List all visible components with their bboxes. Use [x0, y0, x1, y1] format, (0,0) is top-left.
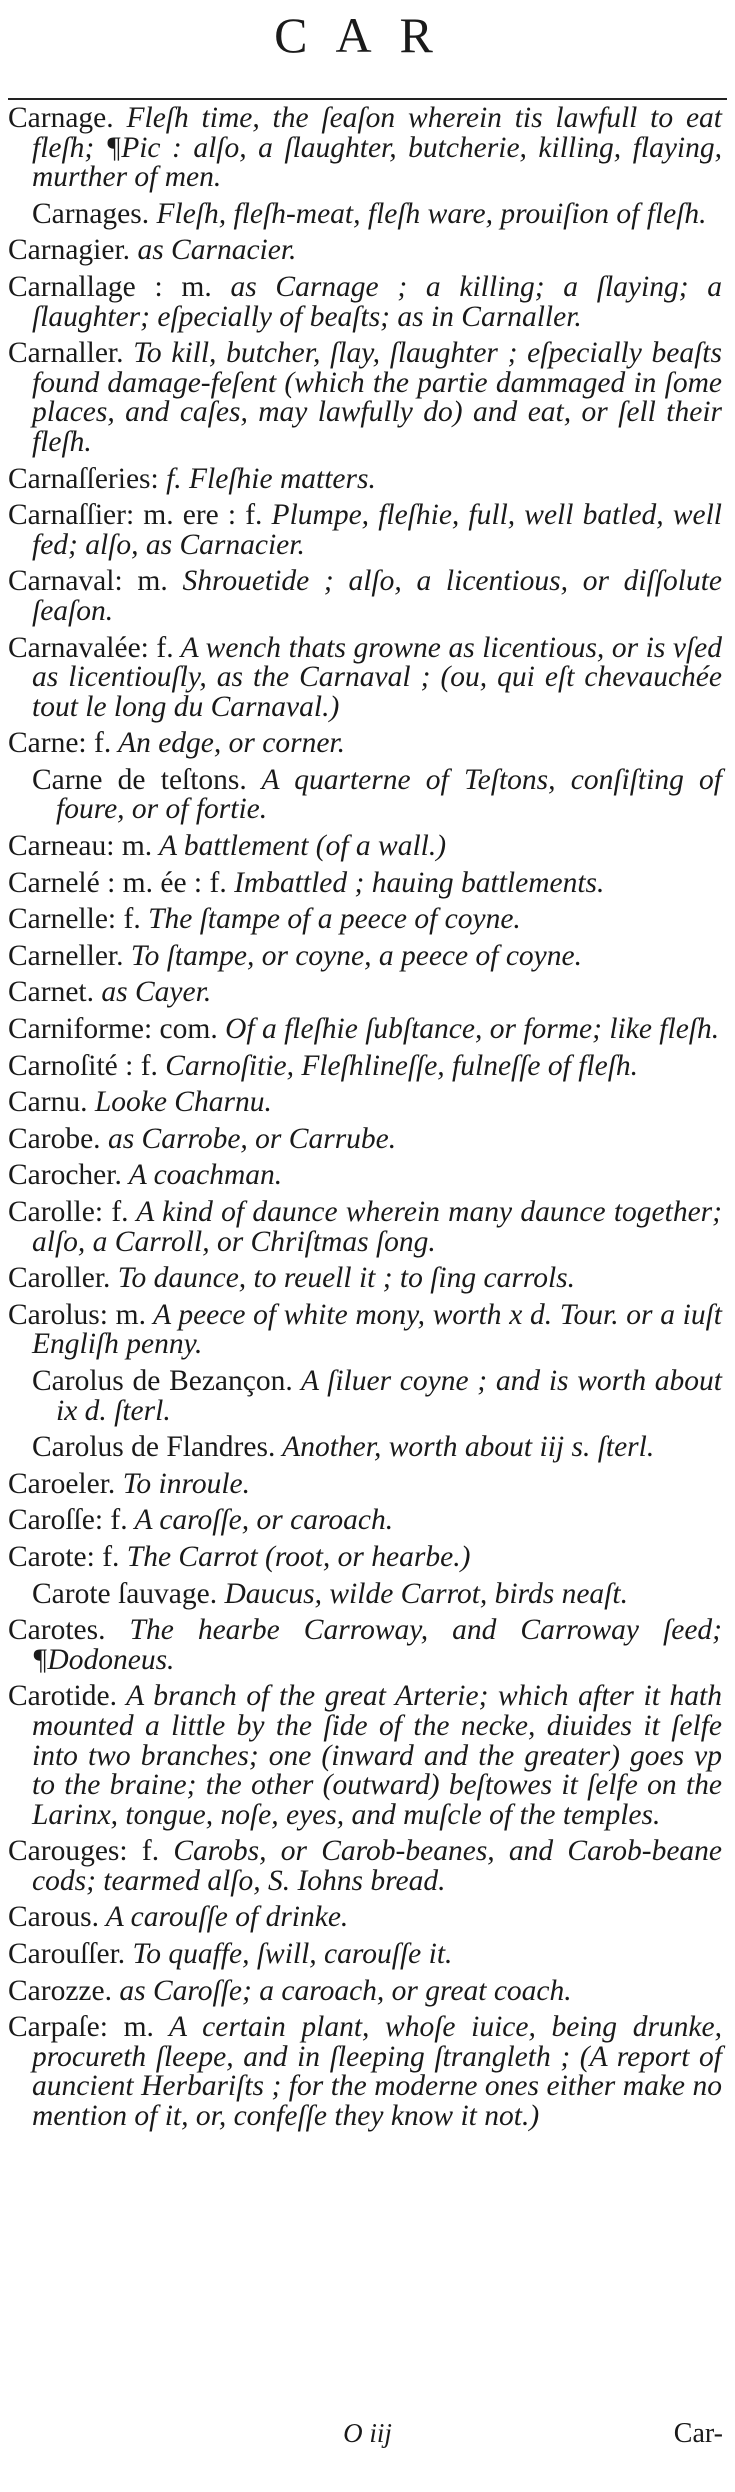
header-rule: [8, 98, 727, 100]
entry-headword: Carous.: [8, 1901, 99, 1934]
dictionary-entry: [8, 631, 722, 723]
entry-definition: To ſtampe, or coyne, a peece of coyne.: [123, 939, 582, 972]
entry-definition: Of a fleſhie ſubſtance, or forme; like fleſh.: [217, 1013, 720, 1046]
dictionary-entry: [8, 1088, 722, 1118]
entry-headword: Carolus: m.: [8, 1298, 146, 1331]
entry-definition: A kind of daunce wherein many daunce together; alſo, a Carroll, or Chriſtmas ſong.: [32, 1196, 722, 1258]
dictionary-entry: [8, 1049, 722, 1082]
entry-headword: Carnelle: f.: [8, 903, 141, 936]
dictionary-entry: [8, 1364, 722, 1427]
entry-headword: Carolus de Bezançon.: [32, 1364, 293, 1397]
entry-headword: Caroller.: [8, 1262, 111, 1295]
entry-definition: The Carrot (root, or hearbe.): [119, 1540, 471, 1573]
entry-definition: A quarterne of Teſtons, conſiſting of foure, or of fortie.: [56, 763, 722, 826]
entry-headword: Carotes.: [8, 1614, 106, 1647]
entry-headword: Carolle: f.: [8, 1196, 129, 1228]
entry-definition: To inroule.: [115, 1467, 251, 1500]
dictionary-entry: [8, 1015, 722, 1045]
dictionary-entry: [8, 567, 722, 626]
dictionary-entry: [8, 236, 722, 266]
entry-headword: Carneau: m.: [8, 830, 153, 863]
entry-headword: Carpaſe: m.: [8, 2011, 154, 2044]
dictionary-entry: [8, 1298, 722, 1361]
entry-definition: The ſtampe of a peece of coyne.: [140, 903, 521, 936]
entry-definition: A battlement (of a wall.): [152, 830, 447, 863]
entry-definition: A certain plant, whoſe iuice, being drunke, procureth ſleepe, and in ſleeping ſtrangleth ; (A report of auncient Herbariſts ; for the moderne ones either make no mention of it, or, confeſſe they know it not.): [32, 2011, 722, 2133]
dictionary-entry: [8, 939, 722, 972]
dictionary-entry: [8, 339, 722, 457]
entry-headword: Carne de teſtons.: [32, 763, 247, 796]
dictionary-entry: [8, 1682, 722, 1830]
entry-headword: Carnaſſeries:: [8, 462, 159, 495]
entry-definition: To quaffe, ſwill, carouſſe it.: [125, 1938, 453, 1971]
entry-definition: A carouſſe of drinke.: [98, 1901, 349, 1934]
entry-list: [8, 104, 722, 2139]
dictionary-entry: [8, 2013, 722, 2131]
entry-definition: To daunce, to reuell it ; to ſing carrols.: [110, 1262, 576, 1295]
dictionary-entry: [8, 1198, 722, 1257]
entry-headword: Carnoſité : f.: [8, 1049, 158, 1082]
dictionary-entry: [8, 1577, 722, 1610]
entry-headword: Caroeler.: [8, 1467, 116, 1500]
entry-headword: Carnaſſier: m. ere : f.: [8, 499, 263, 532]
dictionary-entry: [8, 905, 722, 935]
entry-definition: as Carrobe, or Carrube.: [100, 1122, 397, 1155]
dictionary-entry: [8, 978, 722, 1008]
entry-headword: Carote: f.: [8, 1540, 120, 1573]
entry-headword: Carolus de Flandres.: [32, 1431, 276, 1464]
entry-headword: Carnet.: [8, 976, 95, 1009]
dictionary-entry: [8, 866, 722, 899]
catchword: Car-: [673, 2418, 723, 2449]
entry-definition: An edge, or corner.: [111, 727, 346, 760]
entry-definition: A coachman.: [121, 1159, 283, 1192]
entry-definition: Carnoſitie, Fleſhlineſſe, fulneſſe of fleſh.: [157, 1049, 639, 1082]
entry-headword: Carouſſer.: [8, 1938, 126, 1971]
entry-definition: Looke Charnu.: [87, 1086, 272, 1119]
dictionary-entry: [8, 501, 722, 560]
entry-definition: A caroſſe, or caroach.: [127, 1504, 394, 1537]
entry-headword: Carozze.: [8, 1974, 112, 2007]
entry-headword: Caroſſe: f.: [8, 1504, 128, 1537]
dictionary-entry: [8, 462, 722, 495]
entry-headword: Carnaller.: [8, 337, 124, 370]
entry-headword: Carnaval: m.: [8, 565, 168, 598]
entry-definition: as Carnacier.: [130, 234, 297, 267]
dictionary-entry: [8, 1940, 722, 1970]
entry-headword: Carniforme: com.: [8, 1013, 218, 1046]
entry-definition: Imbattled ; hauing battlements.: [226, 866, 605, 899]
dictionary-entry: [8, 1837, 722, 1896]
entry-definition: A wench thats growne as licentious, or is vſed as licentiouſly, as the Carnaval ; (ou, qui eſt chevauchée tout le long du Carnaval.): [32, 631, 722, 723]
entry-definition: as Cayer.: [94, 976, 212, 1009]
dictionary-entry: [8, 1540, 722, 1573]
entry-definition: as Caroſſe; a caroach, or great coach.: [112, 1974, 572, 2007]
dictionary-entry: [8, 1122, 722, 1155]
entry-headword: Carnagier.: [8, 234, 131, 267]
dictionary-entry: [8, 1161, 722, 1191]
dictionary-entry: [8, 270, 722, 333]
entry-headword: Carnage.: [8, 102, 114, 134]
entry-headword: Carnages.: [32, 197, 150, 230]
entry-definition: Shrouetide ; alſo, a licentious, or diſſolute ſeaſon.: [32, 565, 723, 627]
entry-definition: as Carnage ; a killing; a ſlaying; a ſlaughter; eſpecially of beaſts; as in Carnaller.: [32, 270, 722, 333]
entry-definition: Another, worth about iij s. ſterl.: [275, 1431, 655, 1464]
page-header: CAR: [274, 7, 461, 63]
entry-definition: A branch of the great Arterie; which after it hath mounted a little by the ſide of the necke, diuides it ſelfe into two branches; one (inward and the greater) goes vp to the braine; the other (outward) beſtowes it ſelfe on the Larinx, tongue, noſe, eyes, and muſcle of the temples.: [32, 1680, 722, 1831]
entry-definition: f. Fleſhie matters.: [158, 462, 376, 495]
entry-headword: Carnelé : m. ée : f.: [8, 866, 227, 899]
entry-definition: To kill, butcher, ſlay, ſlaughter ; eſpecially beaſts found damage-feſent (which the partie dammaged in ſome places, and caſes, may lawfully do) and eat, or ſell their fleſh.: [32, 337, 722, 458]
entry-headword: Carnu.: [8, 1086, 88, 1119]
entry-definition: Plumpe, fleſhie, full, well batled, well fed; alſo, as Carnacier.: [32, 499, 722, 561]
entry-headword: Carneller.: [8, 939, 124, 972]
entry-headword: Carne: f.: [8, 727, 112, 760]
entry-headword: Carouges: f.: [8, 1835, 160, 1868]
entry-headword: Carotide.: [8, 1680, 117, 1713]
dictionary-entry: [8, 1264, 722, 1294]
dictionary-entry: [8, 763, 722, 826]
dictionary-entry: [8, 1433, 722, 1463]
entry-headword: Carobe.: [8, 1122, 101, 1155]
dictionary-entry: [8, 1974, 722, 2007]
dictionary-entry: [8, 104, 722, 193]
entry-headword: Carnallage : m.: [8, 270, 212, 303]
entry-headword: Carocher.: [8, 1159, 122, 1192]
entry-definition: Fleſh, fleſh-meat, fleſh ware, prouiſion of fleſh.: [149, 197, 707, 230]
entry-definition: Carobs, or Carob-beanes, and Carob-beane cods; tearmed alſo, S. Iohns bread.: [32, 1835, 723, 1897]
dictionary-entry: [8, 1616, 722, 1675]
dictionary-entry: [8, 1467, 722, 1500]
entry-definition: Fleſh time, the ſeaſon wherein tis lawfull to eat fleſh; ¶Pic : alſo, a ſlaughter, butcherie, killing, flaying, murther of men.: [32, 102, 722, 194]
dictionary-entry: [8, 197, 722, 230]
dictionary-entry: [8, 1506, 722, 1536]
entry-headword: Carote ſauvage.: [32, 1577, 218, 1610]
entry-headword: Carnavalée: f.: [8, 631, 174, 664]
dictionary-entry: [8, 1903, 722, 1933]
dictionary-entry: [8, 832, 722, 862]
entry-definition: The hearbe Carroway, and Carroway ſeed; ¶Dodoneus.: [32, 1614, 722, 1676]
entry-definition: A ſiluer coyne ; and is worth about ix d. ſterl.: [56, 1364, 722, 1427]
signature-mark: O iij: [343, 2418, 392, 2448]
dictionary-entry: [8, 729, 722, 759]
entry-definition: A peece of white mony, worth x d. Tour. or a iuſt Engliſh penny.: [32, 1298, 722, 1361]
entry-definition: Daucus, wilde Carrot, birds neaſt.: [217, 1577, 628, 1610]
